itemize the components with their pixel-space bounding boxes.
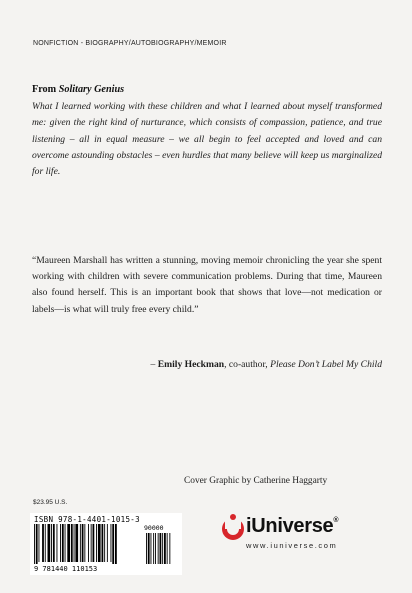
excerpt-book-title: Solitary Genius	[58, 84, 125, 95]
barcode-addon: 90000	[144, 524, 164, 532]
category-label: NONFICTION - BIOGRAPHY/AUTOBIOGRAPHY/MEMOIR	[33, 40, 227, 47]
excerpt-heading-prefix: From	[32, 84, 59, 95]
trademark-symbol: ®	[333, 517, 339, 524]
attribution-book: Please Don’t Label My Child	[270, 359, 382, 370]
publisher-logo	[246, 515, 338, 538]
publisher-name: iUniverse	[246, 515, 334, 537]
excerpt-heading	[32, 84, 124, 95]
excerpt-text: What I learned working with these children and what I learned about myself transformed me: given the right kind of nurturance, which consists of compassion, patience, and true listening – all in equal measure – we all begin to feel accepted and loved and can overcome astounding obstacles – even hurdles that many believe will keep us marginalized for life.	[32, 101, 382, 178]
attribution-dash: –	[150, 359, 158, 370]
barcode-digits: 9 781440 110153	[34, 565, 98, 573]
endorsement-quote: “Maureen Marshall has written a stunning, moving memoir chronicling the year she spent working with children with severe communication problems. During that time, Maureen also found herself. This is an important book that shows that love—not medication or labels—is what will truly free every child.”	[32, 255, 382, 315]
iuniverse-logo-icon	[221, 512, 245, 542]
endorsement-attribution	[151, 359, 382, 370]
price-label: $23.95 U.S.	[33, 499, 68, 506]
publisher-url: www.iuniverse.com	[246, 541, 338, 550]
attribution-author: Emily Heckman	[157, 359, 225, 370]
isbn-label: ISBN 978-1-4401-1015-3	[34, 515, 140, 524]
attribution-role: , co-author,	[224, 359, 271, 370]
cover-graphic-credit: Cover Graphic by Catherine Haggarty	[184, 476, 328, 486]
isbn-barcode	[30, 513, 182, 575]
